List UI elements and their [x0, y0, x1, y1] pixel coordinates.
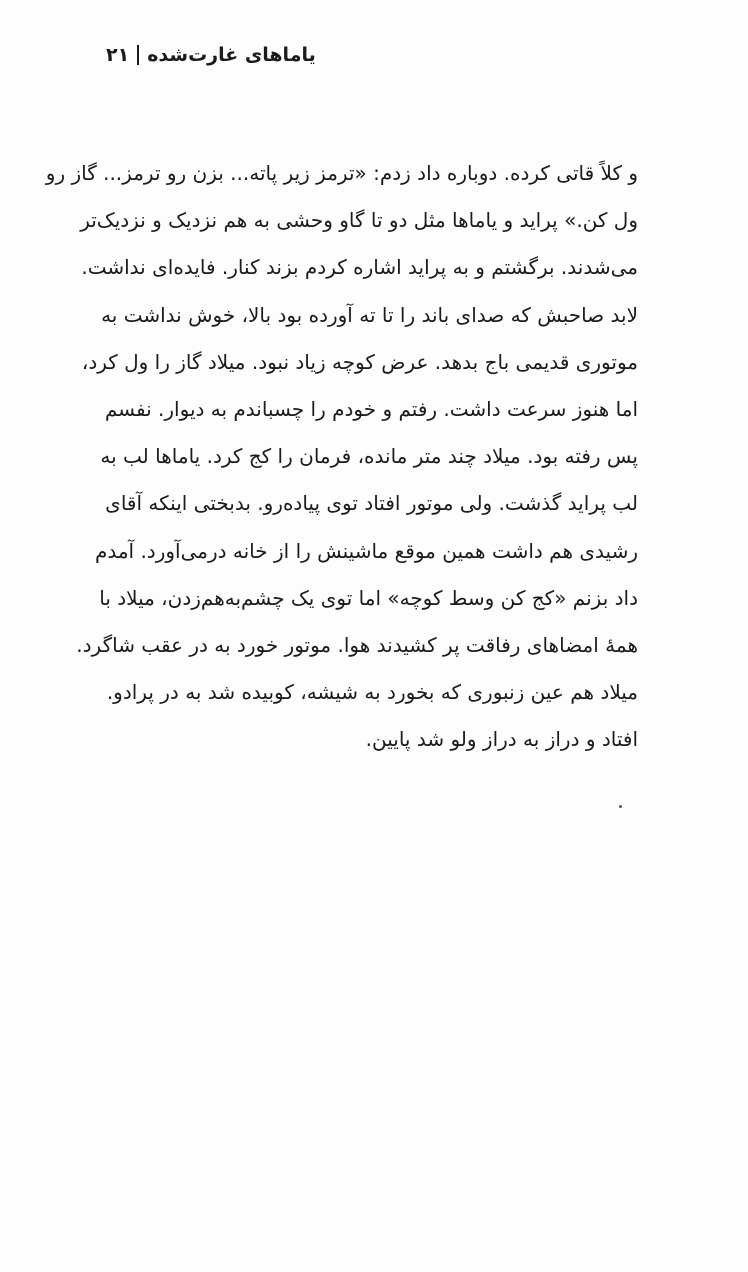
- body-paragraph: [45, 150, 638, 763]
- text-line: ول کن.» پراید و یاماها مثل دو تا گاو وحشی به هم نزدیک و نزدیک‌تر: [80, 208, 638, 233]
- text-line: و کلاً قاتی کرده. دوباره داد زدم: «ترمز زیر پاته... بزن رو ترمز... گاز رو: [45, 161, 638, 185]
- text-line: داد بزنم «کج کن وسط کوچه» اما توی یک چشم‌به‌هم‌زدن، میلاد با: [99, 585, 638, 610]
- text-line: لب پراید گذشت. ولی موتور افتاد توی پیاده‌رو. بدبختی اینکه آقای: [105, 491, 638, 516]
- text-line: همهٔ امضاهای رفاقت پر کشیدند هوا. موتور خورد به در عقب شاگرد.: [76, 632, 638, 657]
- text-line: اما هنوز سرعت داشت. رفتم و خودم را چسباندم به دیوار. نفسم: [104, 396, 638, 421]
- text-line: پس رفته بود. میلاد چند متر مانده، فرمان را کج کرد. یاماها لب به: [100, 444, 638, 469]
- text-line: افتاد و دراز به دراز ولو شد پایین.: [365, 727, 638, 752]
- running-head-divider: [137, 45, 139, 65]
- page-number: ۲۱: [106, 44, 130, 66]
- text-line: موتوری قدیمی باج بدهد. عرض کوچه زیاد نبود. میلاد گاز را ول کرد،: [81, 349, 638, 374]
- running-head-group: [106, 44, 316, 66]
- text-line: رشیدی هم داشت همین موقع ماشینش را از خانه درمی‌آورد. آمدم: [94, 538, 638, 563]
- text-line: می‌شدند. برگشتم و به پراید اشاره کردم بزند کنار. فایده‌ای نداشت.: [81, 255, 638, 280]
- scan-speck: [619, 805, 622, 808]
- running-head-title: یاماهای غارت‌شده: [147, 44, 316, 66]
- text-line: لابد صاحبش که صدای باند را تا ته آورده بود بالا، خوش نداشت به: [101, 302, 638, 327]
- text-line: میلاد هم عین زنبوری که بخورد به شیشه، کوبیده شد به در پرادو.: [106, 680, 638, 705]
